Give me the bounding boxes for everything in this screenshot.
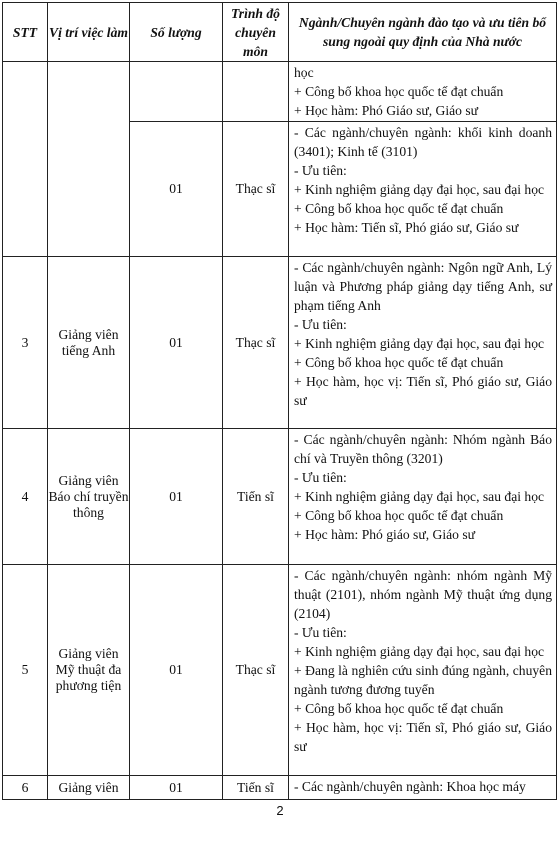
requirement-line: - Các ngành/chuyên ngành: Nhóm ngành Báo chí và Truyền thông (3201) <box>294 432 552 466</box>
header-quantity: Số lượng <box>130 3 223 62</box>
cell-quantity: 01 <box>130 776 223 800</box>
cell-stt: 5 <box>3 565 48 776</box>
cell-qualification <box>223 62 289 122</box>
requirement-line: - Các ngành/chuyên ngành: Khoa học máy <box>294 779 526 794</box>
requirement-line: học <box>294 65 314 80</box>
requirement-line: + Công bố khoa học quốc tế đạt chuẩn <box>294 355 504 370</box>
requirement-line: + Kinh nghiệm giảng dạy đại học, sau đại học <box>294 644 545 659</box>
cell-requirements <box>289 429 557 565</box>
cell-position: Giảng viên <box>48 776 130 800</box>
cell-quantity: 01 <box>130 122 223 257</box>
cell-qualification: Thạc sĩ <box>223 257 289 429</box>
requirement-line: - Các ngành/chuyên ngành: nhóm ngành Mỹ thuật (2101), nhóm ngành Mỹ thuật ứng dụng (2104) <box>294 568 552 621</box>
cell-quantity: 01 <box>130 257 223 429</box>
header-qualification: Trình độ chuyên môn <box>223 3 289 62</box>
requirement-line: + Học hàm: Tiến sĩ, Phó giáo sư, Giáo sư <box>294 220 519 235</box>
requirement-line: + Học hàm: Phó giáo sư, Giáo sư <box>294 527 475 542</box>
cell-qualification: Thạc sĩ <box>223 122 289 257</box>
cell-quantity <box>130 62 223 122</box>
requirement-line: + Công bố khoa học quốc tế đạt chuẩn <box>294 201 504 216</box>
requirement-line: - Các ngành/chuyên ngành: khối kinh doanh (3401); Kinh tế (3101) <box>294 125 552 159</box>
cell-requirements <box>289 62 557 122</box>
cell-position <box>48 62 130 257</box>
recruitment-table <box>2 2 557 800</box>
requirement-line: + Kinh nghiệm giảng dạy đại học, sau đại học <box>294 489 545 504</box>
cell-requirements <box>289 122 557 257</box>
table-row <box>3 565 557 776</box>
requirement-line: - Ưu tiên: <box>294 470 347 485</box>
table-row <box>3 776 557 800</box>
requirement-line: + Học hàm: Phó Giáo sư, Giáo sư <box>294 103 479 118</box>
cell-qualification: Tiến sĩ <box>223 776 289 800</box>
table-row <box>3 429 557 565</box>
requirement-line: - Ưu tiên: <box>294 163 347 178</box>
cell-qualification: Tiến sĩ <box>223 429 289 565</box>
requirement-line: + Công bố khoa học quốc tế đạt chuẩn <box>294 508 504 523</box>
cell-stt: 3 <box>3 257 48 429</box>
requirement-line: + Kinh nghiệm giảng dạy đại học, sau đại học <box>294 182 545 197</box>
requirement-line: + Kinh nghiệm giảng dạy đại học, sau đại học <box>294 336 545 351</box>
requirement-line: + Công bố khoa học quốc tế đạt chuẩn <box>294 701 504 716</box>
header-requirements: Ngành/Chuyên ngành đào tạo và ưu tiên bổ sung ngoài quy định của Nhà nước <box>289 3 557 62</box>
cell-qualification: Thạc sĩ <box>223 565 289 776</box>
requirement-line: - Ưu tiên: <box>294 625 347 640</box>
requirement-line: + Đang là nghiên cứu sinh đúng ngành, chuyên ngành tương đương tuyển <box>294 663 552 697</box>
cell-position: Giảng viên Mỹ thuật đa phương tiện <box>48 565 130 776</box>
cell-stt: 4 <box>3 429 48 565</box>
cell-quantity: 01 <box>130 565 223 776</box>
table-header-row <box>3 3 557 62</box>
cell-quantity: 01 <box>130 429 223 565</box>
cell-stt <box>3 62 48 257</box>
requirement-line: + Công bố khoa học quốc tế đạt chuẩn <box>294 84 504 99</box>
requirement-line: - Ưu tiên: <box>294 317 347 332</box>
table-row <box>3 257 557 429</box>
page-number: 2 <box>276 803 284 818</box>
cell-requirements <box>289 776 557 800</box>
cell-requirements <box>289 565 557 776</box>
header-position: Vị trí việc làm <box>48 3 130 62</box>
requirement-line: - Các ngành/chuyên ngành: Ngôn ngữ Anh, Lý luận và Phương pháp giảng dạy tiếng Anh, sư phạm tiếng Anh <box>294 260 552 313</box>
cell-requirements <box>289 257 557 429</box>
table-row <box>3 62 557 122</box>
requirement-line: + Học hàm, học vị: Tiến sĩ, Phó giáo sư, Giáo sư <box>294 720 552 754</box>
cell-position: Giảng viên tiếng Anh <box>48 257 130 429</box>
header-stt: STT <box>3 3 48 62</box>
cell-stt: 6 <box>3 776 48 800</box>
requirement-line: + Học hàm, học vị: Tiến sĩ, Phó giáo sư, Giáo sư <box>294 374 552 408</box>
cell-position: Giảng viên Báo chí truyền thông <box>48 429 130 565</box>
